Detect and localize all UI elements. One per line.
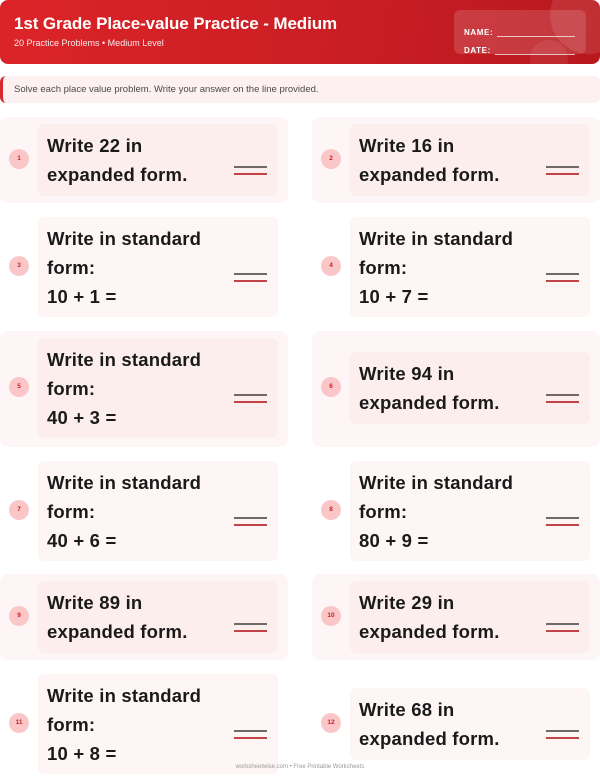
- name-label: NAME:: [464, 28, 494, 37]
- problem-card-11: [0, 670, 288, 776]
- problem-text-line1: Write 89 in: [47, 592, 143, 613]
- problem-box: [38, 461, 278, 561]
- problem-text-line2: expanded form.: [359, 164, 500, 185]
- answer-line[interactable]: [234, 273, 267, 282]
- problem-box: [350, 217, 590, 317]
- problem-card-8: [312, 457, 600, 565]
- problem-text-line3: 10 + 1 =: [47, 286, 117, 307]
- answer-line[interactable]: [234, 730, 267, 739]
- problem-card-9: [0, 574, 288, 660]
- problem-box: [350, 688, 590, 760]
- problem-text-line1: Write 29 in: [359, 592, 455, 613]
- name-line[interactable]: [497, 29, 575, 37]
- problem-card-10: [312, 574, 600, 660]
- problem-number-badge: 5: [9, 377, 29, 397]
- problem-box: [350, 352, 590, 424]
- problem-number-badge: 7: [9, 500, 29, 520]
- problem-card-3: [0, 213, 288, 321]
- problem-text-line3: 80 + 9 =: [359, 530, 429, 551]
- answer-line[interactable]: [234, 623, 267, 632]
- problem-box: [350, 124, 590, 196]
- date-line[interactable]: [495, 47, 575, 55]
- problem-text-line1: Write in standard: [359, 228, 514, 249]
- problem-box: [38, 674, 278, 774]
- problem-card-2: [312, 117, 600, 203]
- problem-number-badge: 11: [9, 713, 29, 733]
- answer-line[interactable]: [546, 517, 579, 526]
- problem-box: [350, 581, 590, 653]
- problem-text-line1: Write 22 in: [47, 135, 143, 156]
- problem-text-line1: Write in standard: [47, 228, 202, 249]
- answer-line[interactable]: [546, 394, 579, 403]
- problem-card-4: [312, 213, 600, 321]
- date-label: DATE:: [464, 46, 491, 55]
- problem-card-1: [0, 117, 288, 203]
- problem-box: [350, 461, 590, 561]
- problem-text-line2: form:: [47, 501, 96, 522]
- problem-text-line1: Write 16 in: [359, 135, 455, 156]
- problem-box: [38, 124, 278, 196]
- problem-text-line2: form:: [47, 257, 96, 278]
- problem-text-line1: Write in standard: [47, 685, 202, 706]
- problem-number-badge: 3: [9, 256, 29, 276]
- problem-number-badge: 10: [321, 606, 341, 626]
- problem-text-line2: expanded form.: [359, 728, 500, 749]
- page-subtitle: 20 Practice Problems • Medium Level: [14, 38, 164, 48]
- answer-line[interactable]: [546, 166, 579, 175]
- problem-number-badge: 8: [321, 500, 341, 520]
- problem-text-line1: Write 68 in: [359, 699, 455, 720]
- answer-line[interactable]: [546, 623, 579, 632]
- problem-number-badge: 9: [9, 606, 29, 626]
- problem-card-5: [0, 331, 288, 447]
- problem-text-line1: Write in standard: [47, 472, 202, 493]
- date-field[interactable]: [464, 46, 575, 55]
- answer-line[interactable]: [234, 394, 267, 403]
- problem-number-badge: 2: [321, 149, 341, 169]
- problem-number-badge: 4: [321, 256, 341, 276]
- problem-box: [38, 217, 278, 317]
- name-date-box: [454, 10, 586, 54]
- problem-text-line3: 10 + 7 =: [359, 286, 429, 307]
- problem-text-line2: form:: [47, 714, 96, 735]
- name-field[interactable]: [464, 28, 575, 37]
- footer-credit: worksheetwise.com • Free Printable Worksheets: [235, 764, 365, 770]
- problem-text-line2: expanded form.: [47, 621, 188, 642]
- problem-text-line3: 40 + 6 =: [47, 530, 117, 551]
- problem-text-line2: expanded form.: [47, 164, 188, 185]
- problem-card-12: [312, 670, 600, 776]
- problem-text-line2: expanded form.: [359, 621, 500, 642]
- problem-number-badge: 12: [321, 713, 341, 733]
- problem-number-badge: 1: [9, 149, 29, 169]
- problem-box: [38, 581, 278, 653]
- problem-text-line2: expanded form.: [359, 392, 500, 413]
- answer-line[interactable]: [546, 730, 579, 739]
- problem-text-line2: form:: [359, 257, 408, 278]
- problem-text-line2: form:: [359, 501, 408, 522]
- answer-line[interactable]: [234, 517, 267, 526]
- problem-card-7: [0, 457, 288, 565]
- problem-text-line1: Write 94 in: [359, 363, 455, 384]
- problem-number-badge: 6: [321, 377, 341, 397]
- worksheet-header: [0, 0, 600, 64]
- instructions-banner: Solve each place value problem. Write your answer on the line provided.: [0, 76, 600, 103]
- page-title: 1st Grade Place-value Practice - Medium: [14, 14, 338, 33]
- answer-line[interactable]: [234, 166, 267, 175]
- problem-box: [38, 338, 278, 438]
- problem-text-line3: 10 + 8 =: [47, 743, 117, 764]
- problem-text-line1: Write in standard: [359, 472, 514, 493]
- problem-card-6: [312, 331, 600, 447]
- problem-text-line1: Write in standard: [47, 349, 202, 370]
- problem-text-line2: form:: [47, 378, 96, 399]
- answer-line[interactable]: [546, 273, 579, 282]
- problem-text-line3: 40 + 3 =: [47, 407, 117, 428]
